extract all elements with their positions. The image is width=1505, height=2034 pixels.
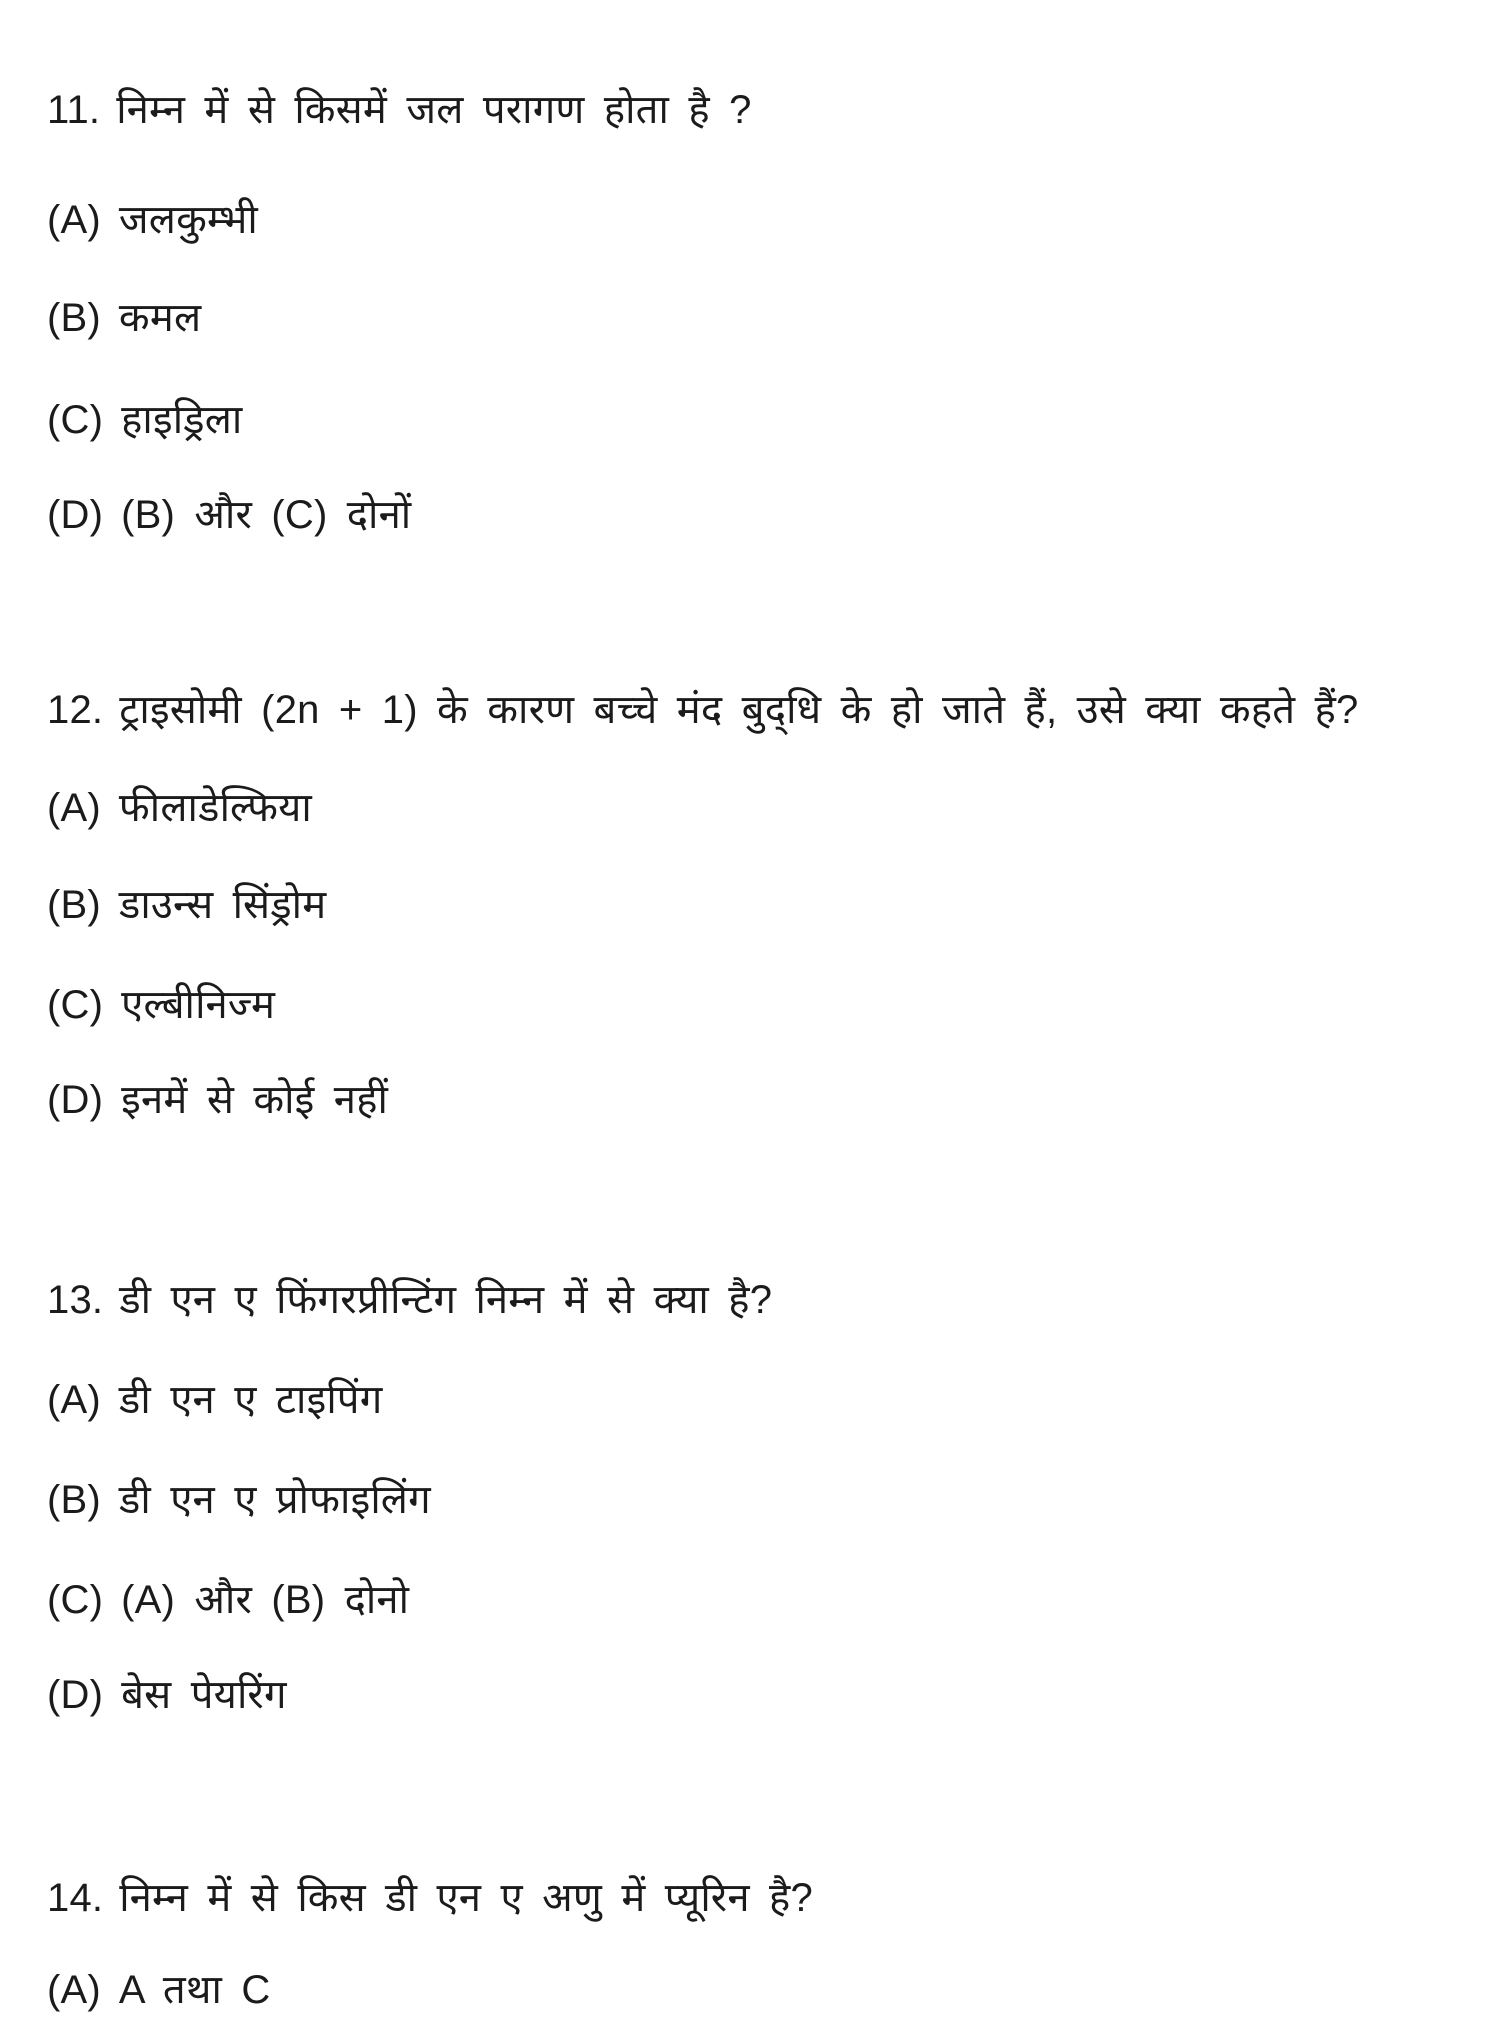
question-11-number: 11. <box>47 88 101 132</box>
question-13-option-d <box>47 1667 287 1723</box>
question-11-text: निम्न में से किसमें जल परागण होता है ? <box>116 88 752 132</box>
option-b-text: डी एन ए प्रोफाइलिंग <box>118 1478 431 1522</box>
question-13-text: डी एन ए फिंगरप्रीन्टिंग निम्न में से क्या है? <box>119 1278 773 1322</box>
option-d-label: (D) <box>47 493 104 537</box>
option-b-label: (B) <box>47 296 101 340</box>
option-b-text: डाउन्स सिंड्रोम <box>118 883 327 927</box>
question-12-text: ट्राइसोमी (2n + 1) के कारण बच्चे मंद बुद्‌धि के हो जाते हैं, उसे क्या कहते हैं? <box>119 688 1359 732</box>
question-12-number: 12. <box>47 688 104 732</box>
option-c-label: (C) <box>47 398 104 442</box>
option-a-label: (A) <box>47 786 101 830</box>
question-11-option-d <box>47 487 411 543</box>
option-b-label: (B) <box>47 1478 101 1522</box>
question-12-option-c <box>47 977 275 1033</box>
option-d-text: (B) और (C) दोनों <box>121 493 412 537</box>
option-a-text: A तथा C <box>118 1968 271 2012</box>
option-c-text: एल्बीनिज्म <box>121 983 276 1027</box>
option-c-text: हाइड्रिला <box>121 398 243 442</box>
option-a-text: जलकुम्भी <box>118 198 258 242</box>
option-a-label: (A) <box>47 198 101 242</box>
question-12 <box>47 682 1359 738</box>
option-d-text: बेस पेयरिंग <box>121 1673 287 1717</box>
option-a-text: डी एन ए टाइपिंग <box>118 1378 383 1422</box>
question-11-option-a <box>47 192 258 248</box>
option-c-text: (A) और (B) दोनो <box>121 1578 410 1622</box>
option-d-text: इनमें से कोई नहीं <box>121 1078 389 1122</box>
option-d-label: (D) <box>47 1673 104 1717</box>
option-b-label: (B) <box>47 883 101 927</box>
question-13-option-a <box>47 1372 382 1428</box>
option-a-label: (A) <box>47 1378 101 1422</box>
option-c-label: (C) <box>47 983 104 1027</box>
question-14-text: निम्न में से किस डी एन ए अणु में प्यूरिन है? <box>119 1876 813 1920</box>
question-12-option-a <box>47 780 312 836</box>
question-12-option-d <box>47 1072 388 1128</box>
option-a-text: फीलाडेल्फिया <box>118 786 312 830</box>
question-13-number: 13. <box>47 1278 104 1322</box>
question-14 <box>47 1870 813 1926</box>
question-13 <box>47 1272 772 1328</box>
option-d-label: (D) <box>47 1078 104 1122</box>
question-12-option-b <box>47 877 326 933</box>
option-c-label: (C) <box>47 1578 104 1622</box>
option-b-text: कमल <box>118 296 202 340</box>
question-13-option-b <box>47 1472 431 1528</box>
question-11-option-b <box>47 290 201 346</box>
question-11-option-c <box>47 392 242 448</box>
question-13-option-c <box>47 1572 409 1628</box>
question-14-number: 14. <box>47 1876 104 1920</box>
question-14-option-a <box>47 1962 270 2018</box>
option-a-label: (A) <box>47 1968 101 2012</box>
question-11 <box>47 82 752 138</box>
